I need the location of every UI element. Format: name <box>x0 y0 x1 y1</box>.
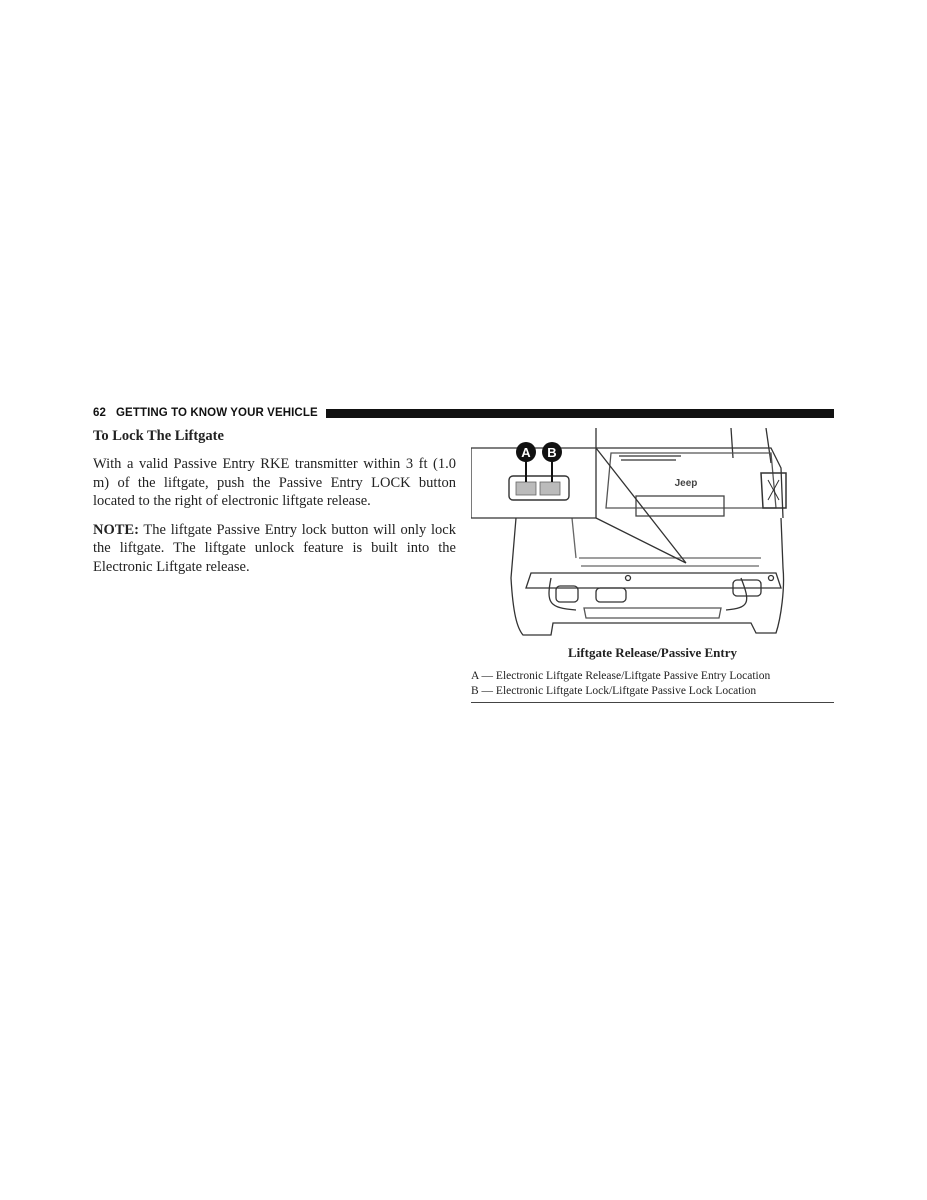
callout-b <box>542 442 562 462</box>
section-title: GETTING TO KNOW YOUR VEHICLE <box>116 407 318 419</box>
callout-b-label: B <box>547 445 557 460</box>
figure-legend <box>471 669 834 699</box>
note-paragraph <box>93 521 456 577</box>
header-rule <box>326 409 834 418</box>
legend-item-a: A — Electronic Liftgate Release/Liftgate Passive Entry Location <box>471 670 771 682</box>
legend-item-b: B — Electronic Liftgate Lock/Liftgate Passive Lock Location <box>471 685 757 697</box>
subheading: To Lock The Liftgate <box>93 428 224 444</box>
callout-a-label: A <box>521 445 531 460</box>
paragraph: With a valid Passive Entry RKE transmitter within 3 ft (1.0 m) of the liftgate, push the Passive Entry LOCK button located to the right of electronic liftgate release. <box>93 456 456 509</box>
jeep-badge: Jeep <box>674 478 698 489</box>
body-text <box>93 428 456 586</box>
note-label: NOTE: <box>93 521 139 538</box>
figure-caption: Liftgate Release/Passive Entry <box>568 645 737 660</box>
page-header <box>93 406 834 420</box>
liftgate-illustration <box>471 428 834 638</box>
page-number: 62 <box>93 407 106 419</box>
note-text: The liftgate Passive Entry lock button will only lock the liftgate. The liftgate unlock feature is built into the Electronic Liftgate release. <box>93 521 456 575</box>
legend-rule <box>471 702 834 703</box>
callout-a <box>516 442 536 462</box>
